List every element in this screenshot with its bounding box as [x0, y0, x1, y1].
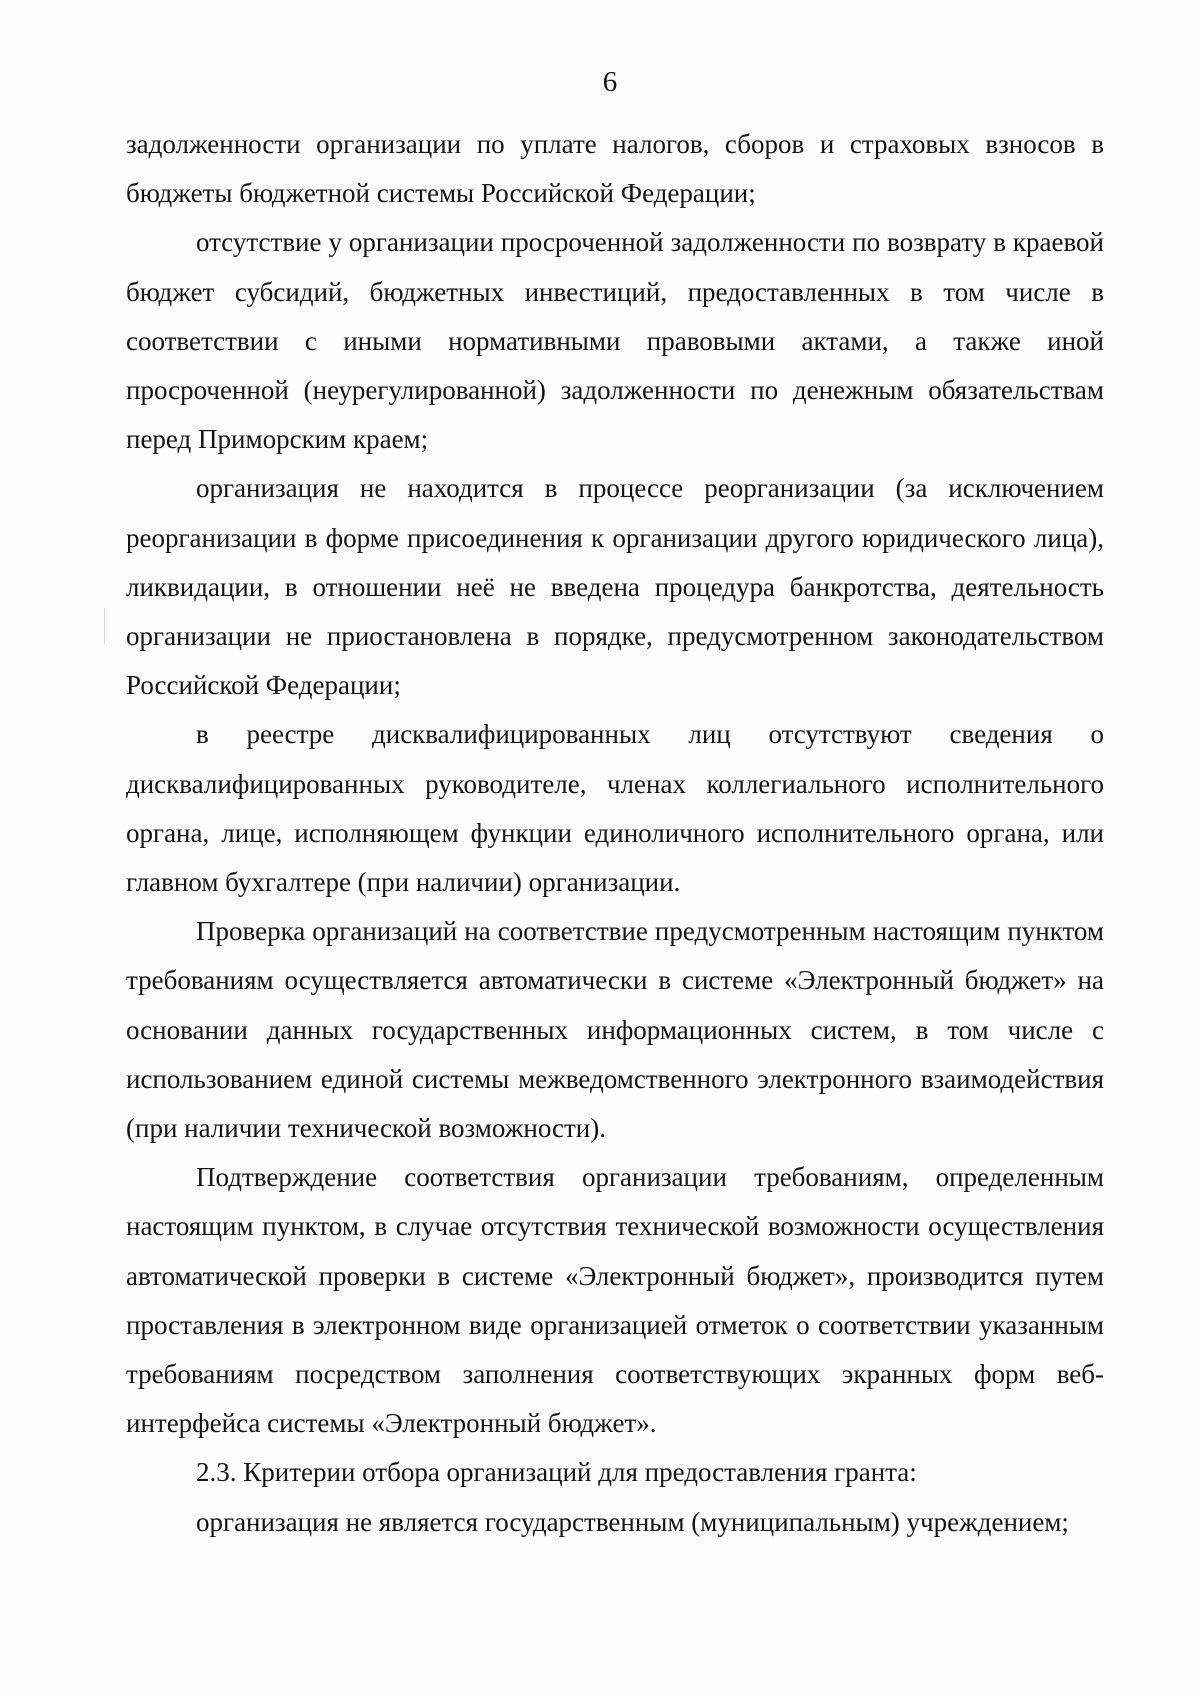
- paragraph-no-overdue-debt: отсутствие у организации просроченной задолженности по возврату в краевой бюджет субсидий, бюджетных инвестиций, предоставленных в том числе в соответствии с иными нормативными правовыми актами, а также иной просроченной (неурегулированной) задолженности по денежным обязательствам перед Приморским краем;: [126, 227, 1104, 455]
- paragraph-selection-criteria-heading: 2.3. Критерии отбора организаций для предоставления гранта:: [196, 1457, 917, 1488]
- paragraph-automatic-check: Проверка организаций на соответствие предусмотренным настоящим пунктом требованиям осуществляется автоматически в системе «Электронный бюджет» на основании данных государственных информационных систем, в том числе с использованием единой системы межведомственного электронного взаимодействия (при наличии технической возможности).: [126, 916, 1104, 1144]
- page-number: 6: [602, 66, 618, 98]
- document-body: [126, 120, 1104, 1547]
- paragraph-confirmation: Подтверждение соответствия организации требованиям, определенным настоящим пунктом, в случае отсутствия технической возможности осуществления автоматической проверки в системе «Электронный бюджет», производится путем проставления в электронном виде организацией отметок о соответствии указанным требованиям посредством заполнения соответствующих экранных форм веб-интерфейса системы «Электронный бюджет».: [126, 1162, 1104, 1439]
- paragraph-disqualified-persons: в реестре дисквалифицированных лиц отсутствуют сведения о дисквалифицированных руководителе, членах коллегиального исполнительного органа, лице, исполняющем функции единоличного исполнительного органа, или главном бухгалтере (при наличии) организации.: [126, 719, 1104, 898]
- paragraph-not-state-institution: организация не является государственным (муниципальным) учреждением;: [196, 1506, 1069, 1537]
- paragraph-tax-debt-continuation: задолженности организации по уплате налогов, сборов и страховых взносов в бюджеты бюджетной системы Российской Федерации;: [126, 129, 1104, 209]
- scan-mark: [104, 608, 105, 644]
- paragraph-no-reorganization: организация не находится в процессе реорганизации (за исключением реорганизации в форме присоединения к организации другого юридического лица), ликвидации, в отношении неё не введена процедура банкротства, деятельность организации не приостановлена в порядке, предусмотренном законодательством Российской Федерации;: [126, 473, 1104, 701]
